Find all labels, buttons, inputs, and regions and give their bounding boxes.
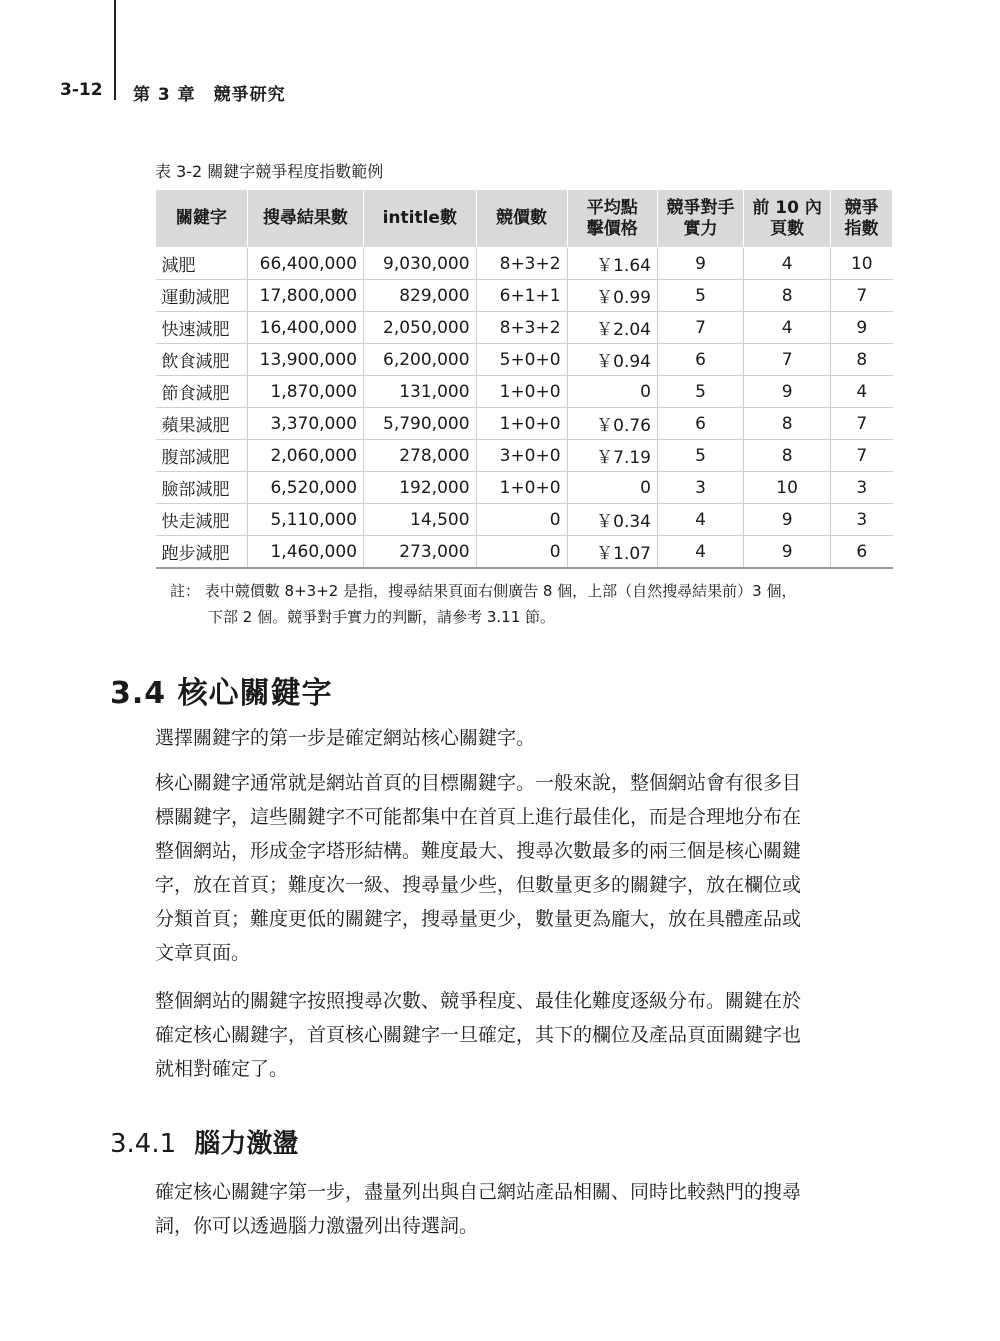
- text-line: 文章頁面。: [155, 942, 251, 964]
- subsection-number: 3.4.1: [110, 1129, 177, 1159]
- text-line: 核心關鍵字通常就是網站首頁的目標關鍵字。一般來說，整個網站會有很多目: [155, 772, 802, 794]
- text-line: 確定核心關鍵字，首頁核心關鍵字一旦確定，其下的欄位及產品頁面關鍵字也: [155, 1024, 802, 1046]
- cell-results: 16,400,000: [247, 312, 363, 344]
- cell-avg-cpc: ￥7.19: [567, 440, 657, 472]
- cell-bids: 0: [476, 536, 567, 569]
- cell-avg-cpc: ￥0.34: [567, 504, 657, 536]
- cell-bids: 6+1+1: [476, 280, 567, 312]
- cell-keyword: 飲食減肥: [156, 344, 248, 376]
- subsection-title: 腦力激盪: [194, 1129, 299, 1159]
- cell-keyword: 運動減肥: [156, 280, 248, 312]
- table-note-line-1: 註： 表中競價數 8+3+2 是指，搜尋結果頁面右側廣告 8 個，上部（自然搜尋結果前）3 個，: [170, 582, 797, 600]
- cell-results: 66,400,000: [247, 248, 363, 280]
- cell-keyword: 快走減肥: [156, 504, 248, 536]
- cell-top10-pages: 9: [744, 504, 831, 536]
- text-line: 就相對確定了。: [155, 1058, 289, 1080]
- cell-results: 2,060,000: [247, 440, 363, 472]
- table-note-line-2: 下部 2 個。競爭對手實力的判斷，請參考 3.11 節。: [208, 608, 556, 626]
- cell-competitor-strength: 4: [657, 536, 743, 569]
- cell-avg-cpc: ￥0.99: [567, 280, 657, 312]
- cell-top10-pages: 4: [744, 312, 831, 344]
- cell-keyword: 蘋果減肥: [156, 408, 248, 440]
- cell-bids: 1+0+0: [476, 472, 567, 504]
- cell-keyword: 腹部減肥: [156, 440, 248, 472]
- page-number: 3-12: [60, 80, 103, 100]
- section-paragraph-2: [155, 766, 895, 970]
- subsection-paragraph: [155, 1175, 895, 1243]
- cell-results: 1,870,000: [247, 376, 363, 408]
- col-header-bids: 競價數: [476, 190, 567, 248]
- cell-bids: 1+0+0: [476, 376, 567, 408]
- cell-intitle: 278,000: [364, 440, 477, 472]
- col-header-competition-index: 競爭 指數: [831, 190, 893, 248]
- table-row: [156, 408, 893, 440]
- cell-competitor-strength: 5: [657, 440, 743, 472]
- cell-bids: 3+0+0: [476, 440, 567, 472]
- cell-keyword: 節食減肥: [156, 376, 248, 408]
- cell-competitor-strength: 5: [657, 376, 743, 408]
- cell-keyword: 快速減肥: [156, 312, 248, 344]
- cell-results: 3,370,000: [247, 408, 363, 440]
- table-row: [156, 344, 893, 376]
- text-line: 分類首頁；難度更低的關鍵字，搜尋量更少，數量更為龐大，放在具體產品或: [155, 908, 802, 930]
- cell-bids: 1+0+0: [476, 408, 567, 440]
- cell-top10-pages: 8: [744, 440, 831, 472]
- subsection-heading: [110, 1123, 298, 1160]
- cell-results: 17,800,000: [247, 280, 363, 312]
- col-header-results: 搜尋結果數: [247, 190, 363, 248]
- cell-avg-cpc: ￥2.04: [567, 312, 657, 344]
- cell-top10-pages: 9: [744, 536, 831, 569]
- table-body: [156, 248, 893, 569]
- col-header-top10-pages: 前 10 內 頁數: [744, 190, 831, 248]
- cell-competitor-strength: 6: [657, 344, 743, 376]
- cell-top10-pages: 7: [744, 344, 831, 376]
- cell-top10-pages: 8: [744, 280, 831, 312]
- cell-top10-pages: 8: [744, 408, 831, 440]
- cell-results: 13,900,000: [247, 344, 363, 376]
- cell-competition-index: 4: [831, 376, 893, 408]
- text-line: 整個網站，形成金字塔形結構。難度最大、搜尋次數最多的兩三個是核心關鍵: [155, 840, 802, 862]
- cell-keyword: 減肥: [156, 248, 248, 280]
- section-paragraph-1: 選擇關鍵字的第一步是確定網站核心關鍵字。: [155, 727, 536, 749]
- table-header-row: [156, 190, 893, 248]
- header-rule: [114, 0, 116, 100]
- keyword-competition-table: [155, 189, 893, 569]
- cell-intitle: 9,030,000: [364, 248, 477, 280]
- text-line: 標關鍵字，這些關鍵字不可能都集中在首頁上進行最佳化，而是合理地分布在: [155, 806, 802, 828]
- cell-competition-index: 8: [831, 344, 893, 376]
- cell-competitor-strength: 9: [657, 248, 743, 280]
- table-row: [156, 472, 893, 504]
- cell-intitle: 2,050,000: [364, 312, 477, 344]
- table-row: [156, 280, 893, 312]
- cell-competitor-strength: 4: [657, 504, 743, 536]
- cell-competition-index: 7: [831, 408, 893, 440]
- cell-intitle: 5,790,000: [364, 408, 477, 440]
- table-row: [156, 248, 893, 280]
- cell-competitor-strength: 3: [657, 472, 743, 504]
- col-header-avg-cpc: 平均點 擊價格: [567, 190, 657, 248]
- cell-competitor-strength: 6: [657, 408, 743, 440]
- cell-competition-index: 7: [831, 440, 893, 472]
- cell-avg-cpc: 0: [567, 472, 657, 504]
- cell-avg-cpc: ￥0.94: [567, 344, 657, 376]
- cell-competition-index: 9: [831, 312, 893, 344]
- cell-top10-pages: 10: [744, 472, 831, 504]
- cell-bids: 8+3+2: [476, 312, 567, 344]
- chapter-title: 第 3 章 競爭研究: [133, 85, 286, 105]
- text-line: 確定核心關鍵字第一步，盡量列出與自己網站產品相關、同時比較熱門的搜尋: [155, 1181, 802, 1203]
- cell-results: 6,520,000: [247, 472, 363, 504]
- cell-top10-pages: 9: [744, 376, 831, 408]
- col-header-competitor-strength: 競爭對手 實力: [657, 190, 743, 248]
- cell-competition-index: 3: [831, 472, 893, 504]
- table-note: [170, 578, 890, 630]
- cell-bids: 0: [476, 504, 567, 536]
- text-line: 整個網站的關鍵字按照搜尋次數、競爭程度、最佳化難度逐級分布。關鍵在於: [155, 990, 802, 1012]
- col-header-intitle: intitle數: [364, 190, 477, 248]
- cell-competition-index: 6: [831, 536, 893, 569]
- cell-intitle: 131,000: [364, 376, 477, 408]
- cell-avg-cpc: 0: [567, 376, 657, 408]
- cell-bids: 5+0+0: [476, 344, 567, 376]
- cell-intitle: 192,000: [364, 472, 477, 504]
- cell-competitor-strength: 5: [657, 280, 743, 312]
- cell-intitle: 273,000: [364, 536, 477, 569]
- table-row: [156, 536, 893, 569]
- cell-competition-index: 3: [831, 504, 893, 536]
- table-row: [156, 312, 893, 344]
- cell-competitor-strength: 7: [657, 312, 743, 344]
- text-line: 字，放在首頁；難度次一級、搜尋量少些，但數量更多的關鍵字，放在欄位或: [155, 874, 802, 896]
- cell-intitle: 6,200,000: [364, 344, 477, 376]
- cell-avg-cpc: ￥0.76: [567, 408, 657, 440]
- table-row: [156, 504, 893, 536]
- table-row: [156, 440, 893, 472]
- col-header-keyword: 關鍵字: [156, 190, 248, 248]
- cell-results: 5,110,000: [247, 504, 363, 536]
- cell-keyword: 跑步減肥: [156, 536, 248, 569]
- cell-intitle: 14,500: [364, 504, 477, 536]
- cell-results: 1,460,000: [247, 536, 363, 569]
- cell-competition-index: 7: [831, 280, 893, 312]
- cell-keyword: 臉部減肥: [156, 472, 248, 504]
- section-paragraph-3: [155, 984, 895, 1086]
- cell-top10-pages: 4: [744, 248, 831, 280]
- cell-avg-cpc: ￥1.64: [567, 248, 657, 280]
- section-heading: 3.4 核心關鍵字: [110, 676, 333, 711]
- table-caption: 表 3-2 關鍵字競爭程度指數範例: [155, 162, 384, 181]
- text-line: 詞，你可以透過腦力激盪列出待選詞。: [155, 1215, 479, 1237]
- cell-avg-cpc: ￥1.07: [567, 536, 657, 569]
- cell-bids: 8+3+2: [476, 248, 567, 280]
- cell-intitle: 829,000: [364, 280, 477, 312]
- cell-competition-index: 10: [831, 248, 893, 280]
- table-row: [156, 376, 893, 408]
